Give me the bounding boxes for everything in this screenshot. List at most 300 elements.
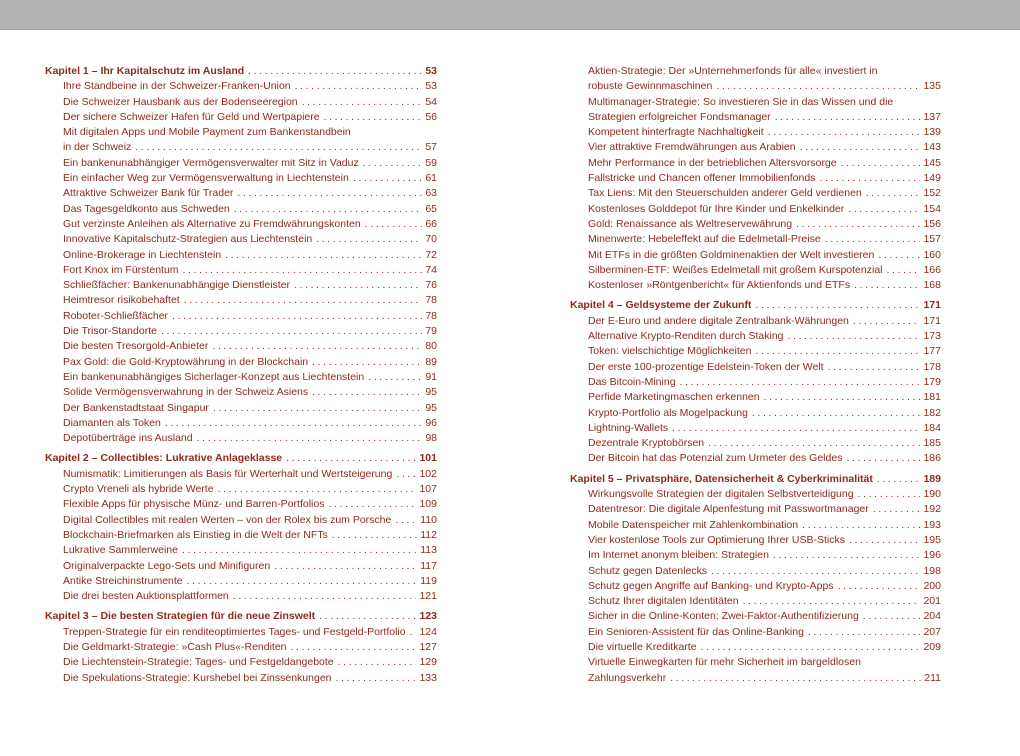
toc-entry-label: Die Liechtenstein-Strategie: Tages- und Festgeldangebote [63,656,334,669]
toc-dots-leader [332,528,418,543]
toc-entry-label: Die besten Tresorgold-Anbieter [63,340,209,353]
chapter-heading-label: Kapitel 3 – Die besten Strategien für die neue Zinswelt [45,610,316,623]
toc-entry-label: Token: vielschichtige Möglichkeiten [588,345,752,358]
toc-page-number: 157 [923,233,941,246]
toc-page-number: 171 [923,299,941,312]
toc-page-number: 65 [425,202,437,215]
toc-page-number: 186 [923,452,941,465]
toc-entry [570,278,941,293]
toc-entry [570,344,941,359]
toc-dots-leader [248,64,422,79]
chapter-heading [570,472,941,487]
toc-page-number: 152 [923,187,941,200]
toc-page-number: 123 [419,610,437,623]
toc-dots-leader [295,79,423,94]
toc-entry [45,497,437,512]
toc-entry [45,278,437,293]
toc-entry [45,232,437,247]
chapter-heading [45,451,437,466]
toc-entry-label: Vier kostenlose Tools zur Optimierung Ihrer USB-Sticks [588,533,845,546]
toc-page-number: 56 [425,110,437,123]
toc-page-number: 201 [923,595,941,608]
toc-entry-label: Ein bankenunabhängiges Sicherlager-Konzept aus Liechtenstein [63,370,365,383]
toc-section [45,64,437,446]
toc-page-number: 184 [923,421,941,434]
toc-dots-leader [849,533,921,548]
toc-page-number: 171 [923,314,941,327]
toc-page-number: 54 [425,95,437,108]
toc-dots-leader [775,110,921,125]
toc-dots-leader [338,655,417,670]
toc-entry-label: Der Bankenstadtstaat Singapur [63,401,209,414]
toc-page-number: 79 [425,325,437,338]
toc-entry [570,625,941,640]
toc-entry-label: Zahlungsverkehr [588,671,667,684]
toc-entry [570,640,941,655]
toc-dots-leader [873,502,921,517]
toc-entry [45,513,437,528]
toc-entry-label: Schutz gegen Datenlecks [588,564,708,577]
toc-entry-label: Krypto-Portfolio als Mogelpackung [588,406,748,419]
toc-page-number: 189 [923,472,941,485]
toc-page-number: 72 [425,248,437,261]
toc-page-number: 95 [425,386,437,399]
toc-dots-leader [353,171,423,186]
toc-entry-label: Die virtuelle Kreditkarte [588,640,697,653]
toc-page-number: 61 [425,172,437,185]
toc-dots-leader [768,125,921,140]
toc-page-number: 154 [923,202,941,215]
toc-dots-leader [319,609,416,624]
toc-entry [570,329,941,344]
toc-entry-label: Sicher in die Online-Konten: Zwei-Faktor-Authentifizierung [588,610,859,623]
toc-dots-leader [802,518,920,533]
toc-entry-label: Numismatik: Limitierungen als Basis für Werterhalt und Wertsteigerung [63,467,393,480]
toc-entry [570,609,941,624]
toc-dots-leader [365,217,423,232]
toc-entry-label: Schließfächer: Bankenunabhängige Dienstleister [63,279,291,292]
toc-entry [570,548,941,563]
toc-page-number: 98 [425,432,437,445]
toc-dots-leader [828,360,921,375]
toc-page-number: 102 [419,467,437,480]
toc-page-number: 204 [923,610,941,623]
toc-dots-leader [165,416,422,431]
toc-entry-label: Schutz gegen Angriffe auf Banking- und Krypto-Apps [588,579,834,592]
chapter-heading [45,609,437,624]
toc-entry [570,594,941,609]
toc-entry [570,671,941,686]
toc-page-number: 63 [425,187,437,200]
toc-entry [570,314,941,329]
toc-dots-leader [764,390,921,405]
toc-entry-label: Treppen-Strategie für ein renditeoptimiertes Tages- und Festgeld-Portfolio [63,625,406,638]
toc-entry-label: Flexible Apps für physische Münz- und Barren-Portfolios [63,498,325,511]
toc-page-number: 133 [419,671,437,684]
toc-entry [570,156,941,171]
toc-dots-leader [819,171,920,186]
toc-entry [570,533,941,548]
toc-entry-line1 [570,64,941,79]
toc-page-number: 129 [419,656,437,669]
toc-dots-leader [212,339,422,354]
toc-entry [45,655,437,670]
toc-entry-label: Das Bitcoin-Mining [588,375,676,388]
toc-entry [45,467,437,482]
toc-page-number: 185 [923,437,941,450]
toc-dots-leader [866,186,921,201]
toc-entry [45,95,437,110]
toc-dots-leader [800,140,921,155]
toc-entry [45,482,437,497]
toc-dots-leader [274,559,417,574]
chapter-heading-label: Kapitel 4 – Geldsysteme der Zukunft [570,299,752,312]
toc-page-number: 89 [425,355,437,368]
toc-page-number: 156 [923,217,941,230]
toc-page-number: 101 [419,452,437,465]
toc-dots-leader [773,548,921,563]
toc-entry [570,202,941,217]
toc-column-right [570,64,941,686]
toc-dots-leader [234,202,423,217]
toc-page-number: 209 [923,640,941,653]
toc-page-number: 107 [419,483,437,496]
toc-dots-leader [395,513,417,528]
toc-dots-leader [312,355,422,370]
toc-page-number: 78 [425,309,437,322]
toc-page-number: 211 [924,671,941,684]
toc-section [45,609,437,685]
toc-entry-label: Ein bankenunabhängiger Vermögensverwalter mit Sitz in Vaduz [63,156,359,169]
toc-page-number: 70 [425,233,437,246]
toc-dots-leader [825,232,921,247]
toc-entry [45,186,437,201]
toc-entry-label: Ein Senioren-Assistent für das Online-Banking [588,625,804,638]
toc-entry-label: Der Bitcoin hat das Potenzial zum Urmeter des Geldes [588,452,843,465]
toc-entry [570,451,941,466]
toc-entry-label: Originalverpackte Lego-Sets und Minifiguren [63,559,271,572]
toc-page-number: 200 [923,579,941,592]
toc-entry [570,502,941,517]
toc-dots-leader [316,232,422,247]
toc-entry [45,110,437,125]
toc-entry-label: Attraktive Schweizer Bank für Trader [63,187,234,200]
toc-section [570,472,941,686]
chapter-heading [45,64,437,79]
toc-entry-label: Die Trisor-Standorte [63,325,157,338]
toc-dots-leader [233,589,417,604]
toc-page-number: 207 [923,625,941,638]
toc-entry-label: Crypto Vreneli als hybride Werte [63,483,214,496]
toc-entry-label: robuste Gewinnmaschinen [588,80,713,93]
toc-entry [570,436,941,451]
toc-entry-label: Dezentrale Kryptobörsen [588,437,705,450]
toc-page-number: 76 [425,279,437,292]
toc-page-number: 91 [425,370,437,383]
toc-entry [45,339,437,354]
toc-entry [570,360,941,375]
toc-entry [45,528,437,543]
toc-page-number: 135 [923,80,941,93]
toc-dots-leader [854,278,920,293]
toc-page-number: 109 [419,498,437,511]
toc-entry [45,355,437,370]
toc-section [570,298,941,466]
toc-dots-leader [161,324,422,339]
toc-entry-label: Lightning-Wallets [588,421,669,434]
chapter-heading-label: Kapitel 5 – Privatsphäre, Datensicherheit & Cyberkriminalität [570,472,873,485]
toc-entry [570,79,941,94]
toc-entry-label: Innovative Kapitalschutz-Strategien aus Liechtenstein [63,233,313,246]
toc-entry-label: Gut verzinste Anleihen als Alternative zu Fremdwährungskonten [63,217,361,230]
toc-entry-label: Der E-Euro und andere digitale Zentralbank-Währungen [588,314,849,327]
toc-entry [570,421,941,436]
toc-entry-label: Die Schweizer Hausbank aus der Bodenseeregion [63,95,298,108]
toc-entry [45,543,437,558]
toc-entry [45,248,437,263]
toc-entry [570,390,941,405]
toc-entry [45,559,437,574]
toc-entry-label: Blockchain-Briefmarken als Einstieg in die Welt der NFTs [63,528,328,541]
toc-dots-leader [182,543,417,558]
chapter-heading-label: Kapitel 2 – Collectibles: Lukrative Anlageklasse [45,452,283,465]
toc-page-number: 119 [420,574,437,587]
toc-dots-leader [135,140,422,155]
toc-entry [570,375,941,390]
toc-entry-label: Diamanten als Token [63,416,161,429]
toc-dots-leader [396,467,416,482]
toc-page-number: 78 [425,294,437,307]
toc-entry [570,518,941,533]
toc-dots-leader [213,401,422,416]
toc-page-number: 193 [923,518,941,531]
toc-entry-label: Die drei besten Auktionsplattformen [63,590,229,603]
toc-section [45,451,437,604]
toc-dots-leader [887,263,921,278]
toc-entry [570,487,941,502]
toc-entry [45,140,437,155]
toc-page-number: 137 [923,110,941,123]
toc-dots-leader [808,625,921,640]
toc-page-number: 112 [420,528,437,541]
toc-entry-label: Datentresor: Die digitale Alpenfestung mit Passwortmanager [588,503,869,516]
toc-page-number: 179 [923,375,941,388]
toc-entry [45,640,437,655]
toc-entry-label: Lukrative Sammlerweine [63,544,178,557]
toc-page-number: 57 [425,141,437,154]
toc-entry [45,574,437,589]
toc-dots-leader [858,487,921,502]
toc-dots-leader [863,609,921,624]
toc-page-number: 168 [923,279,941,292]
toc-dots-leader [368,370,422,385]
toc-entry-label: Der erste 100-prozentige Edelstein-Token der Welt [588,360,824,373]
toc-entry [45,202,437,217]
toc-entry [45,671,437,686]
top-bar [0,0,1020,30]
toc-entry [45,431,437,446]
toc-page-number: 96 [425,416,437,429]
toc-page-number: 113 [420,544,437,557]
toc-entry [45,416,437,431]
toc-entry-label: Mehr Performance in der betrieblichen Altersvorsorge [588,156,837,169]
toc-entry [570,232,941,247]
toc-entry-line1 [570,95,941,110]
toc-entry-label: Fort Knox im Fürstentum [63,263,179,276]
toc-dots-leader [294,278,422,293]
toc-entry [45,324,437,339]
toc-page-number: 145 [923,156,941,169]
toc-entry [45,263,437,278]
toc-entry-label: Solide Vermögensverwahrung in der Schweiz Asiens [63,386,309,399]
toc-entry [45,309,437,324]
toc-dots-leader [743,594,921,609]
toc-entry-label: Wirkungsvolle Strategien der digitalen Selbstverteidigung [588,488,854,501]
toc-page-number: 59 [425,156,437,169]
toc-section [570,64,941,293]
toc-entry [570,217,941,232]
toc-entry [45,293,437,308]
toc-page-number: 74 [425,263,437,276]
toc-dots-leader [841,156,921,171]
toc-dots-leader [183,263,423,278]
toc-entry-label: Depotüberträge ins Ausland [63,432,193,445]
toc-entry-label: Tax Liens: Mit den Steuerschulden anderer Geld verdienen [588,187,862,200]
toc-entry [45,589,437,604]
toc-entry-line1 [45,125,437,140]
toc-page-number: 177 [923,345,941,358]
toc-page-number: 178 [923,360,941,373]
toc-dots-leader [846,451,920,466]
toc-entry-label: Der sichere Schweizer Hafen für Geld und Wertpapiere [63,110,320,123]
toc-page-number: 181 [923,391,941,404]
toc-entry [45,385,437,400]
toc-entry-label: in der Schweiz [63,141,132,154]
toc-entry [570,263,941,278]
toc-dots-leader [363,156,423,171]
toc-page-number: 196 [923,549,941,562]
toc-entry-label: Alternative Krypto-Renditen durch Staking [588,330,784,343]
toc-page-number: 127 [419,640,437,653]
toc-entry-label: Schutz Ihrer digitalen Identitäten [588,595,739,608]
toc-dots-leader [312,385,422,400]
toc-entry [570,125,941,140]
toc-dots-leader [877,472,921,487]
toc-dots-leader [853,314,921,329]
toc-page-number: 80 [425,340,437,353]
toc-entry-label: Minenwerte: Hebeleffekt auf die Edelmetall-Preise [588,233,821,246]
toc-entry [570,140,941,155]
toc-dots-leader [225,248,422,263]
toc-dots-leader [752,406,921,421]
toc-entry [45,625,437,640]
toc-page-number: 95 [425,401,437,414]
toc-entry [570,186,941,201]
toc-entry [570,406,941,421]
toc-page-number: 143 [923,141,941,154]
toc-column-left [45,64,437,686]
toc-entry [45,156,437,171]
toc-entry-label: Gold: Renaissance als Weltreservewährung [588,217,793,230]
toc-dots-leader [788,329,921,344]
toc-dots-leader [878,248,920,263]
toc-page-number: 192 [923,503,941,516]
toc-entry [570,248,941,263]
toc-page-number: 182 [923,406,941,419]
toc-page-number: 173 [923,330,941,343]
toc-entry-label: Virtuelle Einwegkarten für mehr Sicherheit im bargeldlosen [588,656,861,669]
toc-dots-leader [755,344,920,359]
toc-dots-leader [328,497,416,512]
toc-entry [45,79,437,94]
toc-entry-label: Antike Streichinstrumente [63,574,183,587]
toc-entry-label: Strategien erfolgreicher Fondsmanager [588,110,771,123]
toc-dots-leader [796,217,920,232]
toc-dots-leader [680,375,921,390]
toc-page-number: 149 [923,172,941,185]
toc-entry-label: Perfide Marketingmaschen erkennen [588,391,760,404]
toc-dots-leader [187,574,418,589]
toc-dots-leader [324,110,423,125]
toc-dots-leader [302,95,423,110]
toc-entry-line1 [570,655,941,670]
toc-page-number: 166 [923,263,941,276]
toc-page-number: 53 [425,80,437,93]
toc-entry [570,579,941,594]
toc-dots-leader [410,625,417,640]
toc-entry [570,564,941,579]
toc-entry [45,171,437,186]
toc-dots-leader [172,309,422,324]
toc-dots-leader [838,579,921,594]
toc-page-number: 66 [425,217,437,230]
toc-entry-label: Ein einfacher Weg zur Vermögensverwaltung in Liechtenstein [63,172,349,185]
toc-entry [45,370,437,385]
toc-dots-leader [848,202,920,217]
toc-entry-label: Vier attraktive Fremdwährungen aus Arabien [588,141,796,154]
toc-page-number: 121 [419,590,437,603]
toc-page-number: 160 [923,248,941,261]
toc-dots-leader [291,640,417,655]
toc-entry-label: Roboter-Schließfächer [63,309,169,322]
toc-entry-label: Fallstricke und Chancen offener Immobilienfonds [588,172,816,185]
toc-entry-label: Im Internet anonym bleiben: Strategien [588,549,769,562]
toc-entry-label: Aktien-Strategie: Der »Unternehmerfonds für alle« investiert in [588,65,878,77]
toc-page-number: 117 [420,559,437,572]
toc-dots-leader [670,671,921,686]
toc-page-number: 190 [923,488,941,501]
toc-entry-label: Die Spekulations-Strategie: Kurshebel bei Zinssenkungen [63,671,332,684]
toc-entry-label: Heimtresor risikobehaftet [63,294,180,307]
toc-entry-label: Mobile Datenspeicher mit Zahlenkombination [588,518,799,531]
toc-page-number: 139 [923,126,941,139]
toc-dots-leader [197,431,423,446]
toc-dots-leader [708,436,920,451]
toc-entry-label: Digital Collectibles mit realen Werten – von der Rolex bis zum Porsche [63,513,392,526]
toc-entry-label: Kompetent hinterfragte Nachhaltigkeit [588,126,764,139]
toc-entry [570,110,941,125]
toc-page-number: 110 [420,513,437,526]
toc-page-number: 124 [419,625,437,638]
toc-entry-label: Multimanager-Strategie: So investieren Sie in das Wissen und die [588,95,894,108]
toc-entry [45,401,437,416]
chapter-heading [570,298,941,313]
toc-dots-leader [336,671,417,686]
toc-entry-label: Online-Brokerage in Liechtenstein [63,248,222,261]
toc-dots-leader [755,298,920,313]
toc-dots-leader [184,293,423,308]
toc-entry-label: Kostenloser »Röntgenbericht« für Aktienfonds und ETFs [588,279,851,292]
